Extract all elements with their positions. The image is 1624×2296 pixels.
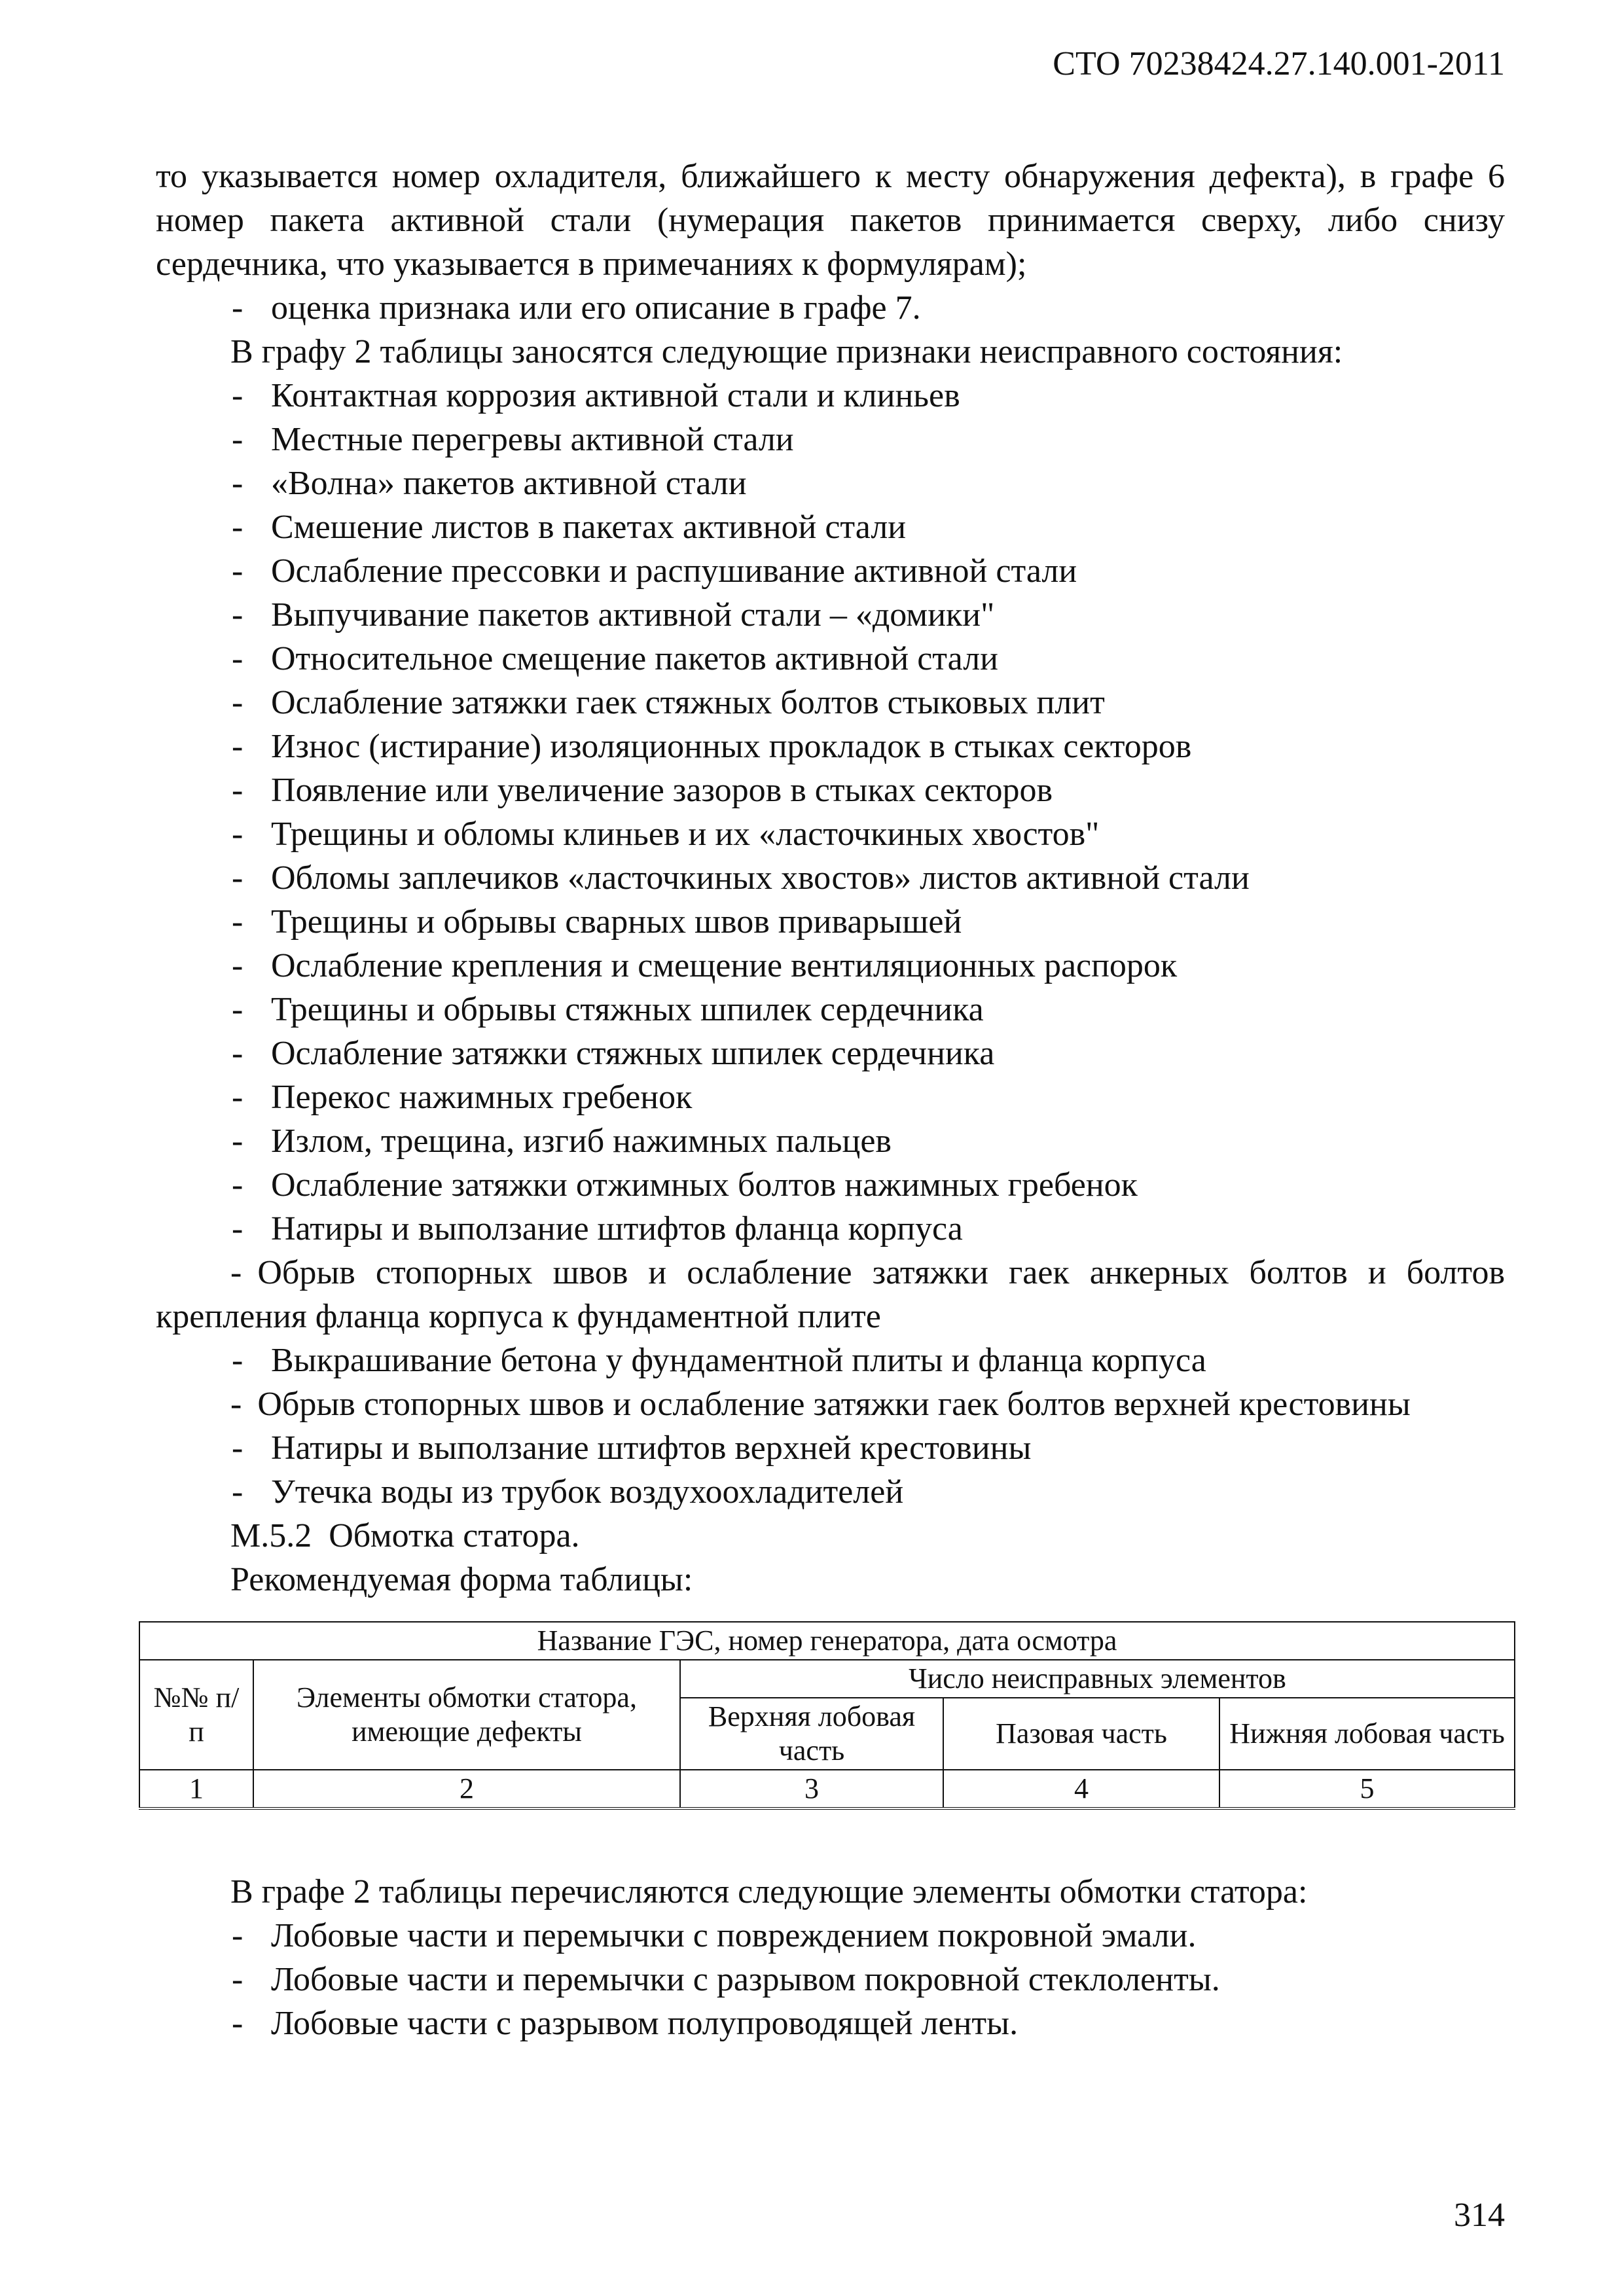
list-dash: - (232, 991, 244, 1028)
page-number: 314 (1454, 2197, 1505, 2234)
winding-elements-list (156, 1914, 1505, 2045)
list-item-text: «Волна» пакетов активной стали (271, 465, 747, 502)
list-item (156, 1207, 1505, 1251)
list-item (156, 1163, 1505, 1207)
list-item (156, 418, 1505, 461)
header-cell-elements: Элементы обмотки статора, имеющие дефекты (253, 1660, 680, 1770)
list-item-text: Лобовые части с разрывом полупроводящей ленты. (271, 2005, 1019, 2042)
list-item-text: Натиры и выползание штифтов верхней крестовины (271, 1429, 1032, 1467)
list-item (156, 1382, 1505, 1426)
header-cell-lower: Нижняя лобовая часть (1219, 1698, 1515, 1770)
list-dash: - (232, 596, 244, 634)
list-item-text: Излом, трещина, изгиб нажимных пальцев (271, 1122, 892, 1160)
column2-intro: В графу 2 таблицы заносятся следующие признаки неисправного состояния: (230, 333, 1343, 370)
list-dash: - (232, 465, 244, 502)
list-item (156, 593, 1505, 637)
list-item (156, 988, 1505, 1031)
list-item (156, 1075, 1505, 1119)
section-title: Обмотка статора. (329, 1517, 580, 1554)
table-title-cell: Название ГЭС, номер генератора, дата осмотра (139, 1622, 1515, 1660)
list-item-text: Износ (истирание) изоляционных прокладок в стыках секторов (271, 728, 1192, 765)
intro-continuation: то указывается номер охладителя, ближайшего к месту обнаружения дефекта), в графе 6 номер пакета активной стали (нумерация пакетов принимается сверху, либо снизу сердечника, что указывается в примечаниях к формулярам); (156, 158, 1505, 283)
list-dash: - (232, 1122, 244, 1160)
list-item (156, 286, 1505, 330)
list-item (156, 2001, 1505, 2045)
list-item (156, 461, 1505, 505)
list-item-text: Выкрашивание бетона у фундаментной плиты и фланца корпуса (271, 1342, 1206, 1379)
list-dash: - (232, 1210, 244, 1247)
list-item-text: Лобовые части и перемычки с разрывом покровной стеклоленты. (271, 1961, 1220, 1998)
list-item-text: Появление или увеличение зазоров в стыках секторов (271, 772, 1053, 809)
list-item (156, 944, 1505, 988)
header-cell-upper: Верхняя лобовая часть (680, 1698, 943, 1770)
list-dash: - (232, 509, 244, 546)
list-dash: - (232, 289, 244, 327)
list-item-text: Контактная коррозия активной стали и клиньев (271, 377, 960, 414)
list-item (156, 900, 1505, 944)
list-item (156, 549, 1505, 593)
list-dash: - (232, 816, 244, 853)
list-item-text: Ослабление затяжки стяжных шпилек сердечника (271, 1035, 995, 1072)
list-item-text: Обрыв стопорных швов и ослабление затяжки гаек анкерных болтов и болтов крепления фланца корпуса к фундаментной плите (156, 1254, 1505, 1335)
list-dash: - (232, 1166, 244, 1204)
column-number-cell: 1 (139, 1770, 253, 1808)
list-dash: - (232, 421, 244, 458)
column-number-cell: 2 (253, 1770, 680, 1808)
list-item (156, 856, 1505, 900)
list-dash: - (232, 1473, 244, 1511)
list-item-text: Относительное смещение пакетов активной стали (271, 640, 998, 677)
spacer (156, 1810, 1505, 1870)
list-item-text: Обломы заплечиков «ласточкиных хвостов» листов активной стали (271, 859, 1250, 897)
list-item (156, 1958, 1505, 2001)
form-table (139, 1621, 1515, 1810)
list-item (156, 681, 1505, 725)
list-item (156, 1251, 1505, 1338)
list-dash: - (232, 1079, 244, 1116)
column-number-cell: 3 (680, 1770, 943, 1808)
section-heading (156, 1514, 1505, 1558)
list-item (156, 1914, 1505, 1958)
list-dash: - (232, 1035, 244, 1072)
list-item-text: Трещины и обломы клиньев и их «ласточкиных хвостов" (271, 816, 1100, 853)
list-item (156, 1426, 1505, 1470)
list-item (156, 725, 1505, 768)
column-number-cell: 5 (1219, 1770, 1515, 1808)
list-dash: - (230, 1254, 242, 1291)
list-dash: - (232, 2005, 244, 2042)
list-dash: - (232, 552, 244, 590)
list-item (156, 637, 1505, 681)
list-item-text: Перекос нажимных гребенок (271, 1079, 693, 1116)
list-item (156, 768, 1505, 812)
list-item-text: Утечка воды из трубок воздухоохладителей (271, 1473, 904, 1511)
page-content (153, 154, 1505, 2045)
list-dash: - (232, 377, 244, 414)
list-item-text: Выпучивание пакетов активной стали – «домики" (271, 596, 995, 634)
winding-intro: В графе 2 таблицы перечисляются следующие элементы обмотки статора: (230, 1873, 1308, 1910)
signs-list (156, 374, 1505, 1514)
table-row (139, 1660, 1515, 1698)
header-cell-group: Число неисправных элементов (680, 1660, 1515, 1698)
list-item-text: Ослабление затяжки гаек стяжных болтов стыковых плит (271, 684, 1105, 721)
list-item-text: Смешение листов в пакетах активной стали (271, 509, 907, 546)
table-row (139, 1622, 1515, 1660)
list-dash: - (232, 903, 244, 941)
document-code: СТО 70238424.27.140.001-2011 (1053, 45, 1505, 82)
list-item (156, 1031, 1505, 1075)
list-dash: - (232, 640, 244, 677)
list-item-text: Обрыв стопорных швов и ослабление затяжки гаек болтов верхней крестовины (257, 1386, 1411, 1423)
recommended-form-label: Рекомендуемая форма таблицы: (230, 1561, 693, 1598)
list-dash: - (232, 1961, 244, 1998)
list-dash: - (232, 1429, 244, 1467)
list-item-text: Местные перегревы активной стали (271, 421, 794, 458)
list-item-text: Ослабление затяжки отжимных болтов нажимных гребенок (271, 1166, 1138, 1204)
list-item-text: Ослабление крепления и смещение вентиляционных распорок (271, 947, 1178, 984)
list-dash: - (232, 1342, 244, 1379)
list-dash: - (230, 1386, 242, 1423)
table-row (139, 1770, 1515, 1808)
list-item (156, 1338, 1505, 1382)
list-item (156, 505, 1505, 549)
list-dash: - (232, 772, 244, 809)
list-item-text: оценка признака или его описание в графе 7. (271, 289, 921, 327)
list-item-text: Лобовые части и перемычки с повреждением покровной эмали. (271, 1917, 1197, 1954)
header-cell-slot: Пазовая часть (943, 1698, 1219, 1770)
column-number-cell: 4 (943, 1770, 1219, 1808)
list-dash: - (232, 859, 244, 897)
list-dash: - (232, 947, 244, 984)
list-item-text: Трещины и обрывы сварных швов приварышей (271, 903, 962, 941)
spacer (156, 1602, 1505, 1621)
list-item (156, 1470, 1505, 1514)
header-cell-number: №№ п/п (139, 1660, 253, 1770)
list-dash: - (232, 1917, 244, 1954)
list-item-text: Трещины и обрывы стяжных шпилек сердечника (271, 991, 984, 1028)
list-dash: - (232, 684, 244, 721)
list-dash: - (232, 728, 244, 765)
section-number: М.5.2 (230, 1517, 312, 1554)
list-item (156, 812, 1505, 856)
list-item (156, 1119, 1505, 1163)
list-item-text: Натиры и выползание штифтов фланца корпуса (271, 1210, 963, 1247)
list-item-text: Ослабление прессовки и распушивание активной стали (271, 552, 1077, 590)
list-item (156, 374, 1505, 418)
